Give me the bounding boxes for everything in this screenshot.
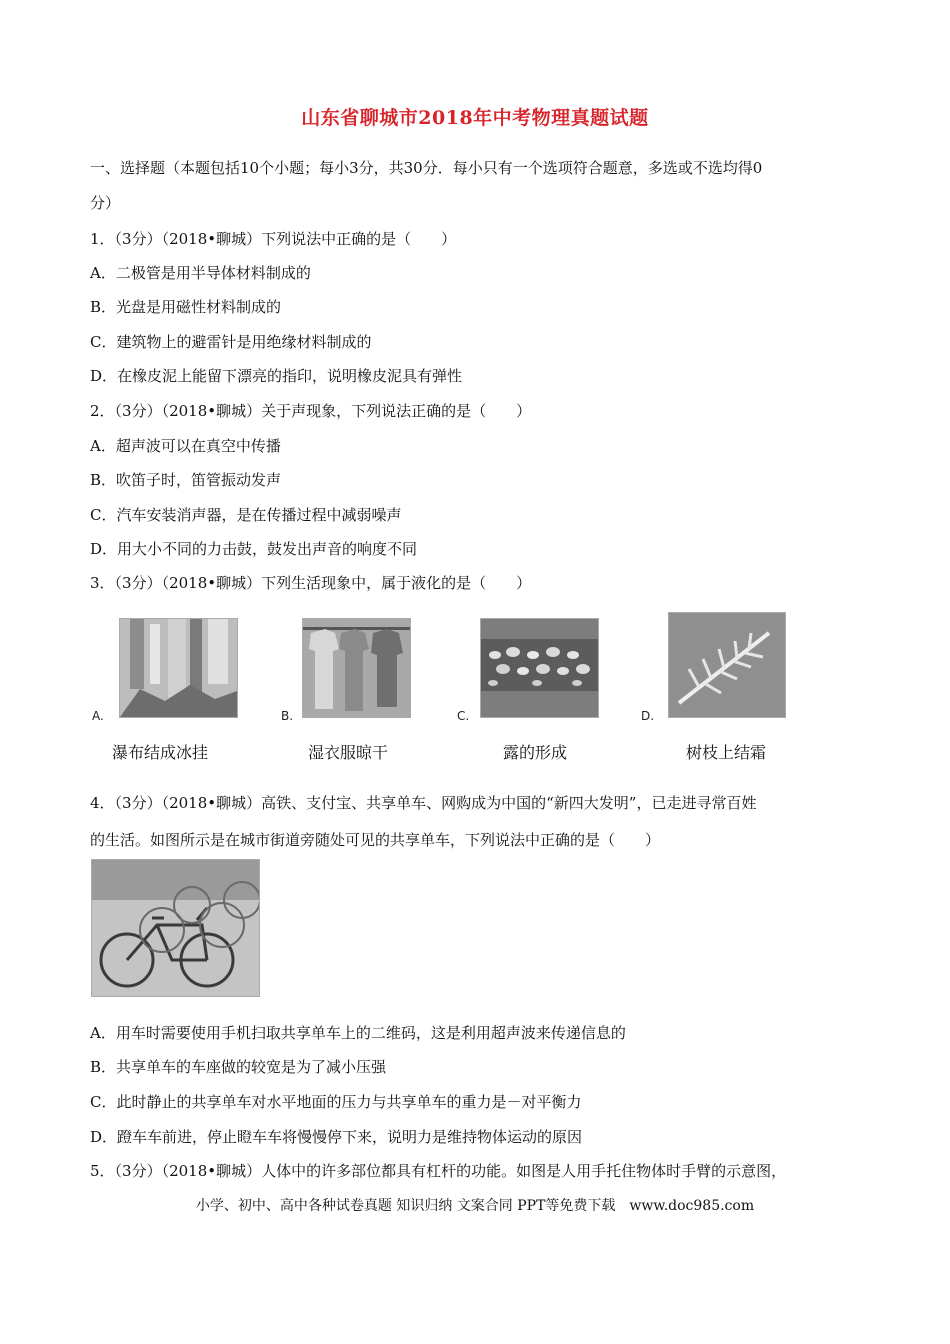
q3-caption-c: 露的形成 xyxy=(502,743,567,762)
q4-option-a: A．用车时需要使用手机扫取共享单车上的二维码，这是利用超声波来传递信息的 xyxy=(90,1024,626,1042)
q2-option-c: C．汽车安装消声器，是在传播过程中减弱噪声 xyxy=(90,506,402,524)
q4-option-b: B．共享单车的车座做的较宽是为了减小压强 xyxy=(90,1058,387,1076)
drying-clothes-photo xyxy=(302,618,411,718)
document-title: 山东省聊城市2018年中考物理真题试题 xyxy=(301,107,649,129)
q4-stem-line1: 4．（3分）（2018•聊城）高铁、支付宝、共享单车、网购成为中国的“新四大发明”，已走进寻常百姓 xyxy=(90,794,757,812)
q4-option-d: D．蹬车车前进，停止瞪车车将慢慢停下来，说明力是维持物体运动的原因 xyxy=(90,1128,583,1146)
q3-letter-d: D. xyxy=(641,709,655,723)
q1-option-d: D．在橡皮泥上能留下漂亮的指印，说明橡皮泥具有弹性 xyxy=(90,367,463,385)
section-heading: 一、选择题（本题包括10个小题；每小3分，共30分．每小只有一个选项符合题意，多选或不选均得0 xyxy=(90,159,763,177)
frost-branch-photo xyxy=(668,612,786,718)
q1-option-a: A．二极管是用半导体材料制成的 xyxy=(90,264,311,282)
q2-stem: 2．（3分）（2018•聊城）关于声现象，下列说法正确的是（ ） xyxy=(90,402,532,420)
q2-option-b: B．吹笛子时，笛管振动发声 xyxy=(90,471,282,489)
section-heading-cont: 分） xyxy=(90,194,121,212)
q1-option-c: C．建筑物上的避雷针是用绝缘材料制成的 xyxy=(90,333,372,351)
q4-option-c: C．此时静止的共享单车对水平地面的压力与共享单车的重力是－对平衡力 xyxy=(90,1093,582,1111)
shared-bicycles-photo xyxy=(91,859,260,997)
q2-option-a: A．超声波可以在真空中传播 xyxy=(90,437,281,455)
q1-option-b: B．光盘是用磁性材料制成的 xyxy=(90,298,282,316)
q3-caption-b: 湿衣服晾干 xyxy=(307,743,388,762)
q3-caption-d: 树枝上结霜 xyxy=(685,743,766,762)
dew-drops-photo xyxy=(480,618,599,718)
q3-caption-a: 瀑布结成冰挂 xyxy=(111,743,208,762)
q2-option-d: D．用大小不同的力击鼓，鼓发出声音的响度不同 xyxy=(90,540,418,558)
q3-letter-a: A. xyxy=(92,709,104,723)
q1-stem: 1．（3分）（2018•聊城）下列说法中正确的是（ ） xyxy=(90,230,457,248)
q3-stem: 3．（3分）（2018•聊城）下列生活现象中，属于液化的是（ ） xyxy=(90,574,532,592)
waterfall-icicle-photo xyxy=(119,618,238,718)
q3-letter-b: B. xyxy=(281,709,294,723)
q3-letter-c: C. xyxy=(457,709,470,723)
q4-stem-line2: 的生活。如图所示是在城市街道旁随处可见的共享单车，下列说法中正确的是（ ） xyxy=(90,831,661,849)
page-footer: 小学、初中、高中各种试卷真题 知识归纳 文案合同 PPT等免费下载 www.doc985.com xyxy=(195,1198,755,1214)
q5-stem: 5．（3分）（2018•聊城）人体中的许多部位都具有杠杆的功能。如图是人用手托住物体时手臂的示意图， xyxy=(90,1162,787,1180)
